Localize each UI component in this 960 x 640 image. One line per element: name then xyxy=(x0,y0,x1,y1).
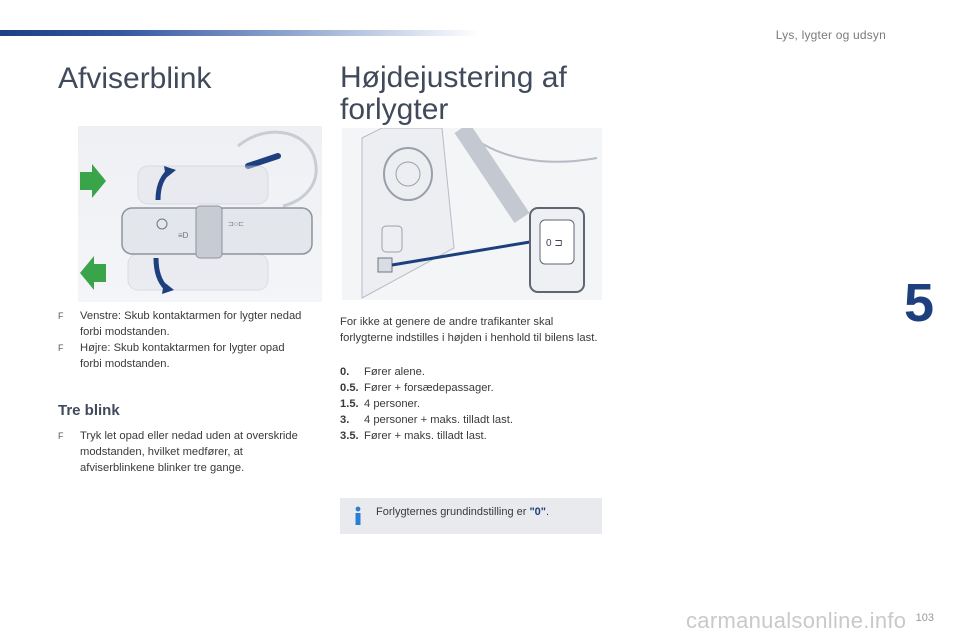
bullet-text: Venstre: Skub kontaktarmen for lygter nedad forbi modstanden. xyxy=(80,310,302,338)
list-item xyxy=(58,428,308,476)
level-code: 0.5. xyxy=(340,382,359,394)
info-box xyxy=(340,498,602,534)
chapter-number: 5 xyxy=(904,273,935,333)
bullet-icon: F xyxy=(58,343,64,353)
subheading: Tre blink xyxy=(58,402,120,419)
arrow-right-icon xyxy=(78,164,108,198)
list-item xyxy=(340,396,602,412)
level-text: Fører + forsædepassager. xyxy=(364,382,494,394)
info-icon xyxy=(352,506,364,526)
page-title-right: Højdejustering af forlygter xyxy=(340,61,567,126)
info-text-prefix: Forlygternes grundindstilling er xyxy=(376,506,530,518)
svg-text:≡D: ≡D xyxy=(178,231,189,240)
level-text: 4 personer. xyxy=(364,398,420,410)
level-text: Fører alene. xyxy=(364,366,425,378)
headlamp-adjuster-illustration xyxy=(342,128,602,300)
header-color-bar xyxy=(0,30,480,36)
level-list xyxy=(340,364,602,444)
level-code: 1.5. xyxy=(340,398,359,410)
page-title-left: Afviserblink xyxy=(58,62,212,95)
list-item xyxy=(340,428,602,444)
level-code: 3. xyxy=(340,414,350,426)
bullet-icon: F xyxy=(58,311,64,321)
level-text: Fører + maks. tilladt last. xyxy=(364,430,487,442)
svg-text:0 ⊐: 0 ⊐ xyxy=(546,238,563,249)
list-item xyxy=(340,380,602,396)
level-code: 0. xyxy=(340,366,350,378)
list-item xyxy=(340,412,602,428)
bullet-icon: F xyxy=(58,431,64,441)
list-item xyxy=(340,364,602,380)
level-code: 3.5. xyxy=(340,430,359,442)
bullet-text: Tryk let opad eller nedad uden at overskride modstanden, hvilket medfører, at afviserblinkene blinker tre gange. xyxy=(80,430,298,474)
section-title: Lys, lygter og udsyn xyxy=(775,28,886,42)
list-item xyxy=(58,340,308,372)
bullet-text: Højre: Skub kontaktarmen for lygter opad forbi modstanden. xyxy=(80,342,285,370)
watermark: carmanualsonline.info xyxy=(686,608,907,633)
left-bullet-list xyxy=(58,308,308,372)
page-number: 103 xyxy=(915,612,934,624)
list-item xyxy=(58,308,308,340)
left-bullet-list-2 xyxy=(58,428,308,476)
indicator-stalk-illustration xyxy=(78,126,322,302)
intro-paragraph: For ikke at genere de andre trafikanter skal forlygterne indstilles i højden i henhold til bilens last. xyxy=(340,316,598,344)
info-text xyxy=(376,506,549,518)
svg-text:⊐○⊏: ⊐○⊏ xyxy=(228,221,244,228)
level-text: 4 personer + maks. tilladt last. xyxy=(364,414,513,426)
info-value: "0" xyxy=(529,506,547,518)
arrow-left-icon xyxy=(78,256,108,290)
info-text-suffix: . xyxy=(546,506,550,518)
